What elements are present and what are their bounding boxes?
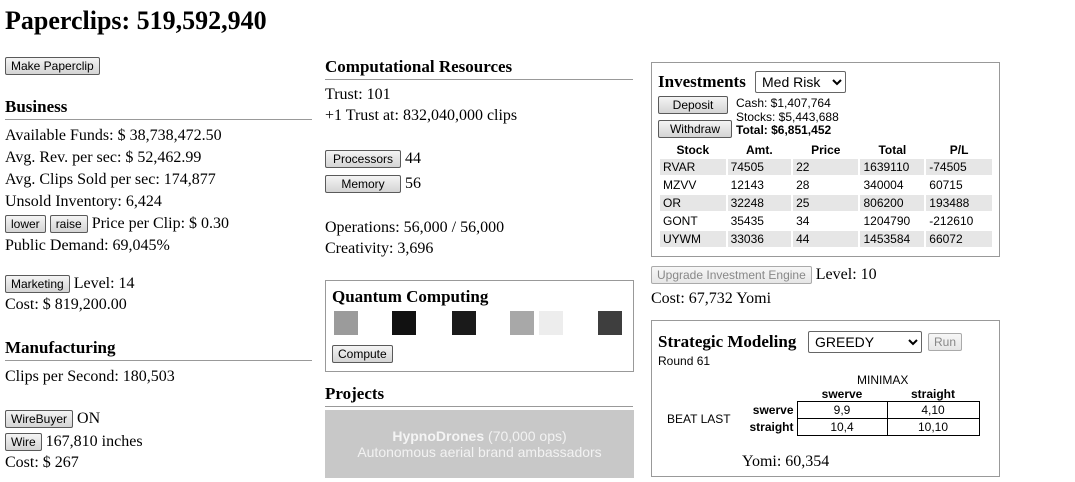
stock-cell: UYWM	[660, 231, 726, 247]
unsold-inventory: Unsold Inventory: 6,424	[5, 193, 162, 210]
quantum-chip	[598, 311, 622, 335]
stock-cell: OR	[660, 195, 726, 211]
stock-cell: MZVV	[660, 177, 726, 193]
investment-level: Level: 10	[815, 266, 877, 283]
stock-cell: GONT	[660, 213, 726, 229]
stock-row	[660, 159, 992, 175]
project-description: Autonomous aerial brand ambassadors	[357, 444, 602, 460]
public-demand: Public Demand: 69,045%	[5, 237, 170, 254]
manufacturing-heading: Manufacturing	[5, 338, 312, 361]
project-name: HypnoDrones	[392, 428, 485, 444]
col-total: Total	[860, 143, 924, 157]
processors-button[interactable]: Processors	[325, 150, 401, 168]
payoff-cell-straight-straight: 10,10	[887, 419, 979, 436]
creativity: Creativity: 3,696	[325, 240, 434, 257]
quantum-chip	[392, 311, 416, 335]
yomi-count: Yomi: 60,354	[742, 453, 830, 470]
stock-row	[660, 231, 992, 247]
processors-value: 44	[405, 150, 421, 167]
lower-price-button[interactable]: lower	[5, 215, 46, 233]
payoff-cell-straight-swerve: 10,4	[797, 419, 887, 436]
quantum-chip	[334, 311, 358, 335]
strategy-select[interactable]	[808, 331, 922, 353]
stock-cell: 66072	[926, 231, 992, 247]
col-stock: Stock	[660, 143, 726, 157]
stock-cell: 340004	[860, 177, 924, 193]
memory-value: 56	[405, 175, 421, 192]
marketing-button[interactable]: Marketing	[5, 275, 70, 293]
risk-select[interactable]	[755, 71, 846, 93]
deposit-button[interactable]: Deposit	[658, 96, 728, 114]
stock-row	[660, 195, 992, 211]
memory-row	[325, 173, 421, 194]
strategic-panel	[651, 320, 1000, 477]
marketing-row	[5, 273, 135, 294]
strategy-label: BEAT LAST	[667, 412, 731, 426]
stock-row	[660, 213, 992, 229]
strategic-heading: Strategic Modeling	[658, 332, 797, 351]
stock-cell: 28	[793, 177, 858, 193]
project-hypnodrones[interactable]	[325, 410, 634, 478]
compute-button[interactable]: Compute	[332, 345, 393, 363]
stock-cell: 74505	[728, 159, 792, 175]
payoff-row-straight: straight	[749, 420, 794, 434]
stock-cell: 33036	[728, 231, 792, 247]
stock-cell: 12143	[728, 177, 792, 193]
stock-cell: 44	[793, 231, 858, 247]
round-number: Round 61	[658, 354, 711, 368]
computational-heading: Computational Resources	[325, 57, 633, 80]
stock-row	[660, 177, 992, 193]
payoff-col-swerve: swerve	[821, 387, 863, 401]
investment-stocks: Stocks: $5,443,688	[736, 109, 839, 124]
upgrade-row	[651, 264, 877, 285]
business-heading: Business	[5, 97, 312, 120]
wire-cost: Cost: $ 267	[5, 454, 79, 471]
stock-cell: 806200	[860, 195, 924, 211]
operations: Operations: 56,000 / 56,000	[325, 219, 505, 236]
investments-panel	[651, 62, 1000, 257]
buy-wire-button[interactable]: Wire	[5, 433, 42, 451]
clips-per-second: Clips per Second: 180,503	[5, 368, 175, 385]
wirebuyer-button[interactable]: WireBuyer	[5, 410, 73, 428]
stock-cell: 32248	[728, 195, 792, 211]
quantum-chips	[334, 311, 624, 335]
upgrade-investment-engine-button[interactable]: Upgrade Investment Engine	[651, 266, 812, 284]
price-row	[5, 213, 229, 234]
stock-cell: 60715	[926, 177, 992, 193]
marketing-level: Level: 14	[73, 275, 135, 292]
payoff-cell-swerve-straight: 4,10	[887, 402, 979, 419]
wirebuyer-row	[5, 408, 143, 429]
stock-cell: 34	[793, 213, 858, 229]
stock-cell: 193488	[926, 195, 992, 211]
clip-count-title: Paperclips: 519,592,940	[5, 6, 267, 35]
stock-cell: 22	[793, 159, 858, 175]
processors-row	[325, 148, 421, 169]
avg-clips-sold: Avg. Clips Sold per sec: 174,877	[5, 171, 216, 188]
quantum-chip	[539, 311, 563, 335]
investment-total: Total: $6,851,452	[736, 123, 832, 137]
payoff-cell-swerve-swerve: 9,9	[797, 402, 887, 419]
col-amount: Amt.	[728, 143, 792, 157]
project-cost: (70,000 ops)	[488, 428, 567, 444]
wire-row	[5, 431, 143, 452]
marketing-cost: Cost: $ 819,200.00	[5, 296, 127, 313]
col-pl: P/L	[926, 143, 992, 157]
quantum-chip	[510, 311, 534, 335]
projects-heading: Projects	[325, 384, 633, 407]
avg-revenue: Avg. Rev. per sec: $ 52,462.99	[5, 149, 202, 166]
col-price: Price	[793, 143, 858, 157]
memory-button[interactable]: Memory	[325, 175, 401, 193]
payoff-col-straight: straight	[910, 387, 955, 401]
wirebuyer-status: ON	[77, 410, 101, 427]
payoff-grid	[747, 387, 980, 436]
raise-price-button[interactable]: raise	[50, 215, 88, 233]
stock-cell: -74505	[926, 159, 992, 175]
stock-cell: 35435	[728, 213, 792, 229]
payoff-row-swerve: swerve	[752, 403, 794, 417]
investments-heading: Investments	[658, 72, 746, 91]
stock-cell: 1453584	[860, 231, 924, 247]
run-button[interactable]: Run	[928, 333, 962, 351]
stock-cell: 1639110	[860, 159, 924, 175]
stock-table	[658, 141, 994, 249]
withdraw-button[interactable]: Withdraw	[658, 120, 732, 138]
stock-cell: 1204790	[860, 213, 924, 229]
investment-upgrade-cost: Cost: 67,732 Yomi	[651, 290, 772, 307]
make-paperclip-button[interactable]: Make Paperclip	[5, 57, 100, 75]
stock-cell: 25	[793, 195, 858, 211]
quantum-chip	[452, 311, 476, 335]
quantum-panel	[325, 280, 634, 372]
trust-value: Trust: 101	[325, 86, 391, 103]
stock-cell: -212610	[926, 213, 992, 229]
investment-cash: Cash: $1,407,764	[736, 96, 831, 110]
available-funds: Available Funds: $ 38,738,472.50	[5, 127, 222, 144]
next-trust: +1 Trust at: 832,040,000 clips	[325, 107, 518, 124]
stock-cell: RVAR	[660, 159, 726, 175]
price-per-clip: Price per Clip: $ 0.30	[91, 215, 230, 232]
minimax-title: MINIMAX	[857, 373, 909, 387]
quantum-heading: Quantum Computing	[332, 287, 489, 306]
wire-amount: 167,810 inches	[45, 433, 143, 450]
